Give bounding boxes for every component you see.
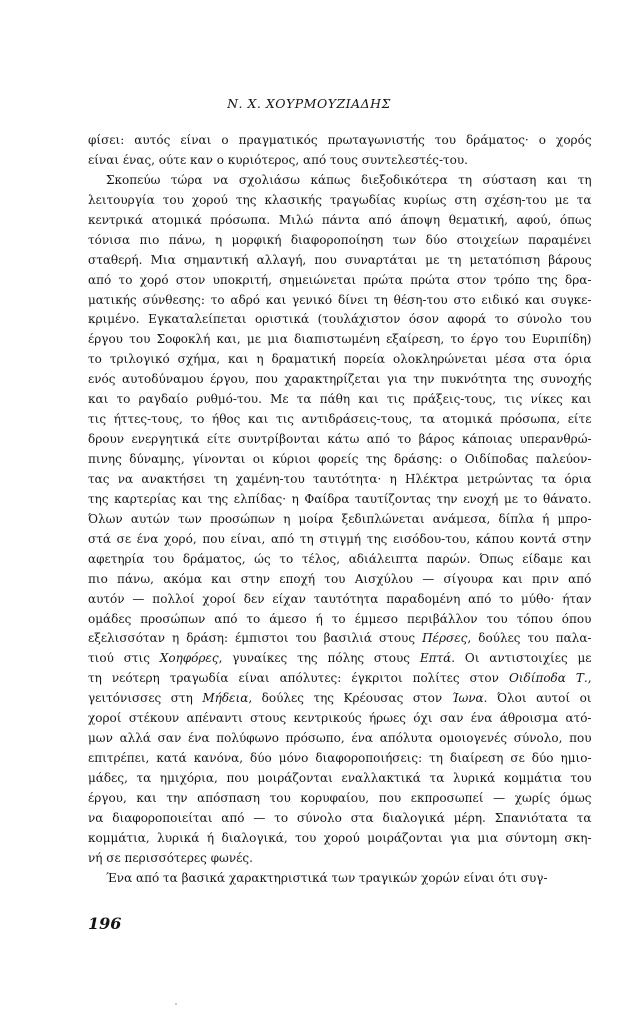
text-line: νή σε περισσότερες φωνές. [88, 850, 253, 865]
text-line: φίσει: αυτός είναι ο πραγματικός πρωταγωνιστής του δράματος· ο χορός [88, 133, 592, 147]
text-line: κομμάτια, λυρικά ή διαλογικά, του χορού μοιράζονται για μια σύντομη σκη- [88, 830, 592, 845]
text-line: λειτουργία του χορού της κλασικής τραγωδίας κυρίως στη σχέση-του με τα [88, 192, 592, 207]
text-line: είναι ένας, ούτε καν ο κυριότερος, από τους συντελεστές-του. [88, 152, 468, 167]
text-line: αυτόν — πολλοί χοροί δεν είχαν ταυτότητα παραδομένη από το μύθο· ήταν [88, 591, 592, 606]
text-line: έργου, και την απόσπαση του κορυφαίου, που εκπροσωπεί — χωρίς όμως [88, 790, 592, 805]
text-line: ματικής σύνθεσης: το αδρό και γενικό δίνει τη θέση-του στο ειδικό και συγκε- [88, 292, 592, 307]
running-head: Ν. Χ. ΧΟΥΡΜΟΥΖΙΑΔΗΣ [227, 96, 391, 111]
text-line: δρουν ενεργητικά είτε συντρίβονται κάτω από το βάρος κάποιας υπερανθρώ- [88, 432, 592, 447]
text-line: Ένα από τα βασικά χαρακτηριστικά των τραγικών χορών είναι ότι συγ- [106, 870, 548, 885]
text-line: έργου του Σοφοκλή και, με μια διαπιστωμένη εξαίρεση, το έργο του Ευριπίδη) [88, 332, 592, 347]
text-line: στά σε ένα χορό, που είναι, από τη στιγμή της εισόδου-του, κάπου κοντά στην [88, 531, 592, 546]
text-line: να διαφοροποιείται από — το σύνολο στα διαλογικά μέρη. Σπανιότατα τα [88, 810, 592, 825]
text-line: τις ήττες-τους, το ήθος και τις αντιδράσεις-τους, τα ατομικά πρόσωπα, είτε [88, 412, 592, 427]
text-line: Όλων αυτών των προσώπων η μοίρα ξεδιπλώνεται ανάμεσα, δίπλα ή μπρο- [88, 511, 592, 526]
text-line: επιτρέπει, κατά κανόνα, δύο μόνο διαφοροποιήσεις: τη διαίρεση σε δύο ημιο- [88, 751, 592, 766]
text-line: τιού στις Χοηφόρες, γυναίκες της πόλης στους Επτά. Οι αντιστοιχίες με [88, 651, 592, 666]
text-line: της καρτερίας και της ελπίδας· η Φαίδρα ταυτίζοντας την ενοχή με το θάνατο. [88, 491, 592, 506]
text-line: σταθερή. Μια σημαντική αλλαγή, που συναρτάται με τη μετατόπιση βάρους [88, 252, 592, 267]
text-line: τας να ανακτήσει τη χαμένη-του ταυτότητα· η Ηλέκτρα μετρώντας τα όρια [88, 471, 592, 486]
text-line: κεντρικά ατομικά πρόσωπα. Μιλώ πάντα από άποψη θεματική, αφού, όπως [88, 212, 592, 227]
text-line: πινης δύναμης, γίνονται οι κύριοι φορείς της δράσης: ο Οιδίποδας παλεύον- [88, 452, 592, 466]
text-line: Σκοπεύω τώρα να σχολιάσω κάπως διεξοδικότερα τη σύσταση και τη [106, 172, 592, 187]
text-line: από το χορό στον υποκριτή, σημειώνεται πρώτα πρώτα στον τρόπο της δρα- [88, 272, 592, 287]
scan-speck [175, 1003, 177, 1005]
page-number: 196 [88, 914, 122, 933]
text-line: τη νεότερη τραγωδία είναι απόλυτες: έγκριτοι πολίτες στον Οιδίποδα Τ., [88, 671, 592, 686]
text-line: μάδες, τα ημιχόρια, που μοιράζονται εναλλακτικά τα λυρικά κομμάτια του [88, 771, 592, 785]
text-line: και το ραγδαίο ρυθμό-του. Με τα πάθη και τις πράξεις-τους, τις νίκες και [88, 392, 592, 407]
body-text [88, 131, 592, 889]
text-line: το τριλογικό σχήμα, και η δραματική πορεία ολοκληρώνεται μέσα στα όρια [88, 352, 592, 367]
text-line: κριμένο. Εγκαταλείπεται οριστικά (τουλάχιστον όσον αφορά το σύνολο του [88, 312, 592, 327]
text-line: τόνισα πιο πάνω, η μορφική διαφοροποίηση των δύο στοιχείων παραμένει [88, 232, 592, 247]
text-line: μων αλλά σαν ένα πολύφωνο πρόσωπο, ένα απόλυτα ομοιογενές σύνολο, που [88, 731, 592, 746]
text-line: ομάδες προσώπων από το άμεσο ή το έμμεσο περιβάλλον του τόπου όπου [88, 611, 592, 626]
text-line: γειτόνισσες στη Μήδεια, δούλες της Κρέουσας στον Ίωνα. Όλοι αυτοί οι [88, 691, 592, 706]
text-line: ενός αυτοδύναμου έργου, που χαρακτηρίζεται για την πυκνότητα της συνοχής [88, 372, 592, 387]
text-line: αφετηρία του δράματος, ώς το τέλος, αδιάλειπτα παρών. Όπως είδαμε και [88, 551, 592, 566]
text-line: χοροί στέκουν απέναντι στους κεντρικούς ήρωες όχι σαν ένα άθροισμα ατό- [88, 711, 592, 726]
text-line: πιο πάνω, ακόμα και στην εποχή του Αισχύλου — σίγουρα και πριν από [88, 571, 592, 586]
text-line: εξελισσόταν η δράση: έμπιστοι του βασιλιά στους Πέρσες, δούλες του παλα- [88, 631, 592, 646]
